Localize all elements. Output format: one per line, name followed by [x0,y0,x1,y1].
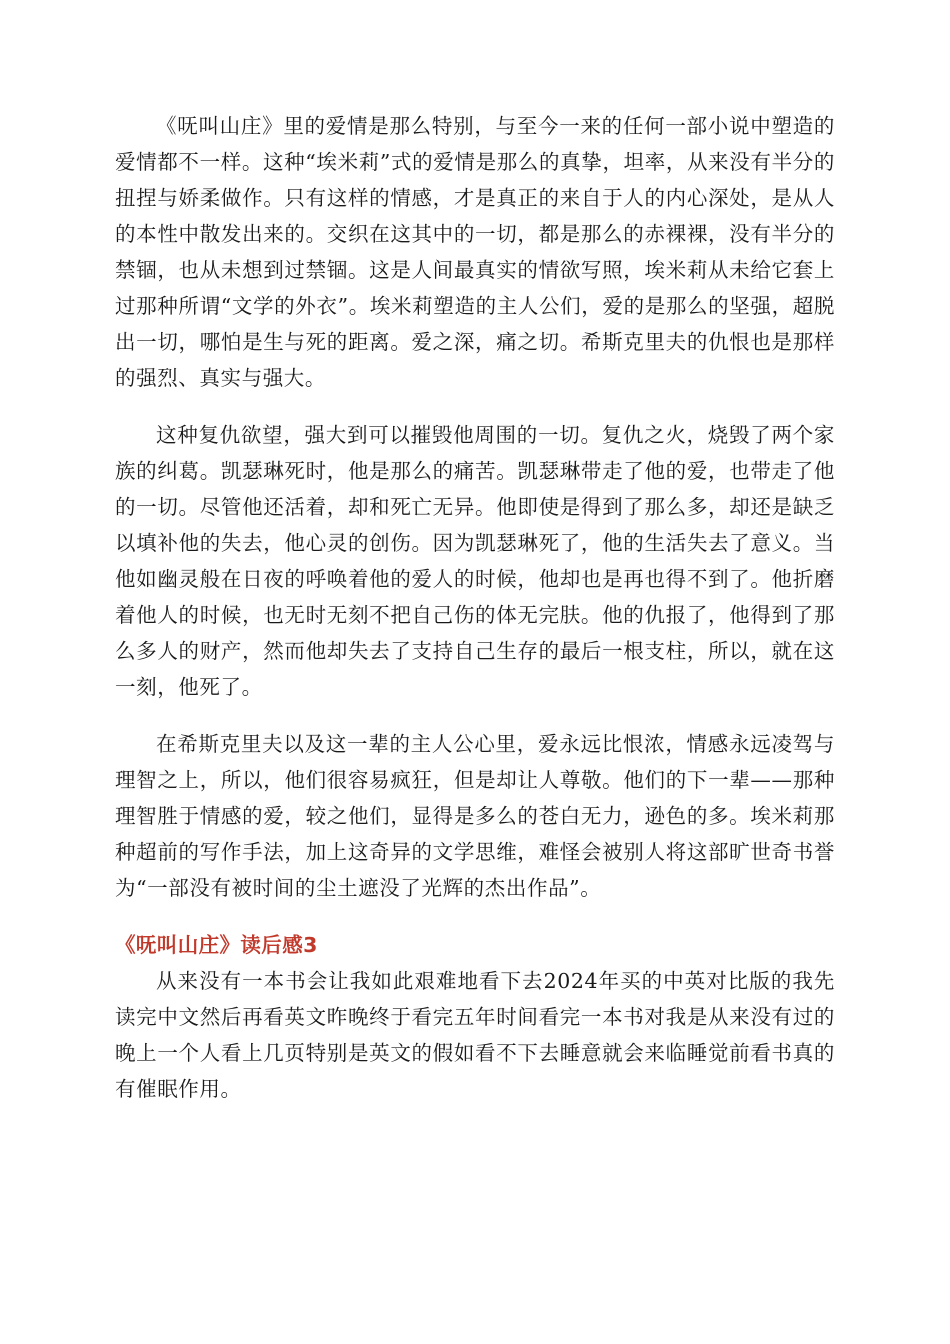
paragraph-revenge: 这种复仇欲望，强大到可以摧毁他周围的一切。复仇之火，烧毁了两个家族的纠葛。凯瑟琳死时，他是那么的痛苦。凯瑟琳带走了他的爱，也带走了他的一切。尽管他还活着，却和死亡无异。他即使是得到了那么多，却还是缺乏以填补他的失去，他心灵的创伤。因为凯瑟琳死了，他的生活失去了意义。当他如幽灵般在日夜的呼唤着他的爱人的时候，他却也是再也得不到了。他折磨着他人的时候，也无时无刻不把自己伤的体无完肤。他的仇报了，他得到了那么多人的财产，然而他却失去了支持自己生存的最后一根支柱，所以，就在这一刻，他死了。 [115,423,835,699]
paragraph-generations: 在希斯克里夫以及这一辈的主人公心里，爱永远比恨浓，情感永远凌驾与理智之上，所以，他们很容易疯狂，但是却让人尊敬。他们的下一辈——那种理智胜于情感的爱，较之他们，显得是多么的苍白无力，逊色的多。埃米莉那种超前的写作手法，加上这奇异的文学思维，难怪会被别人将这部旷世奇书誉为“一部没有被时间的尘土遮没了光辉的杰出作品”。 [115,732,835,900]
document-body [115,108,835,1107]
paragraph-gap [115,906,835,927]
paragraph-gap [115,705,835,726]
section-heading: 《呒叫山庄》读后感3 [115,933,318,957]
paragraph-gap [115,396,835,417]
paragraph-love: 《呒叫山庄》里的爱情是那么特别，与至今一来的任何一部小说中塑造的爱情都不一样。这种“埃米莉”式的爱情是那么的真挚，坦率，从来没有半分的扭捏与娇柔做作。只有这样的情感，才是真正的来自于人的内心深处，是从人的本性中散发出来的。交织在这其中的一切，都是那么的赤裸裸，没有半分的禁锢，也从未想到过禁锢。这是人间最真实的情欲写照，埃米莉从未给它套上过那种所谓“文学的外衣”。埃米莉塑造的主人公们，爱的是那么的坚强，超脱出一切，哪怕是生与死的距离。爱之深，痛之切。希斯克里夫的仇恨也是那样的强烈、真实与强大。 [115,114,835,390]
paragraph-reading-experience: 从来没有一本书会让我如此艰难地看下去2024年买的中英对比版的我先读完中文然后再看英文昨晚终于看完五年时间看完一本书对我是从来没有过的晚上一个人看上几页特别是英文的假如看不下去睡意就会来临睡觉前看书真的有催眠作用。 [115,969,835,1101]
